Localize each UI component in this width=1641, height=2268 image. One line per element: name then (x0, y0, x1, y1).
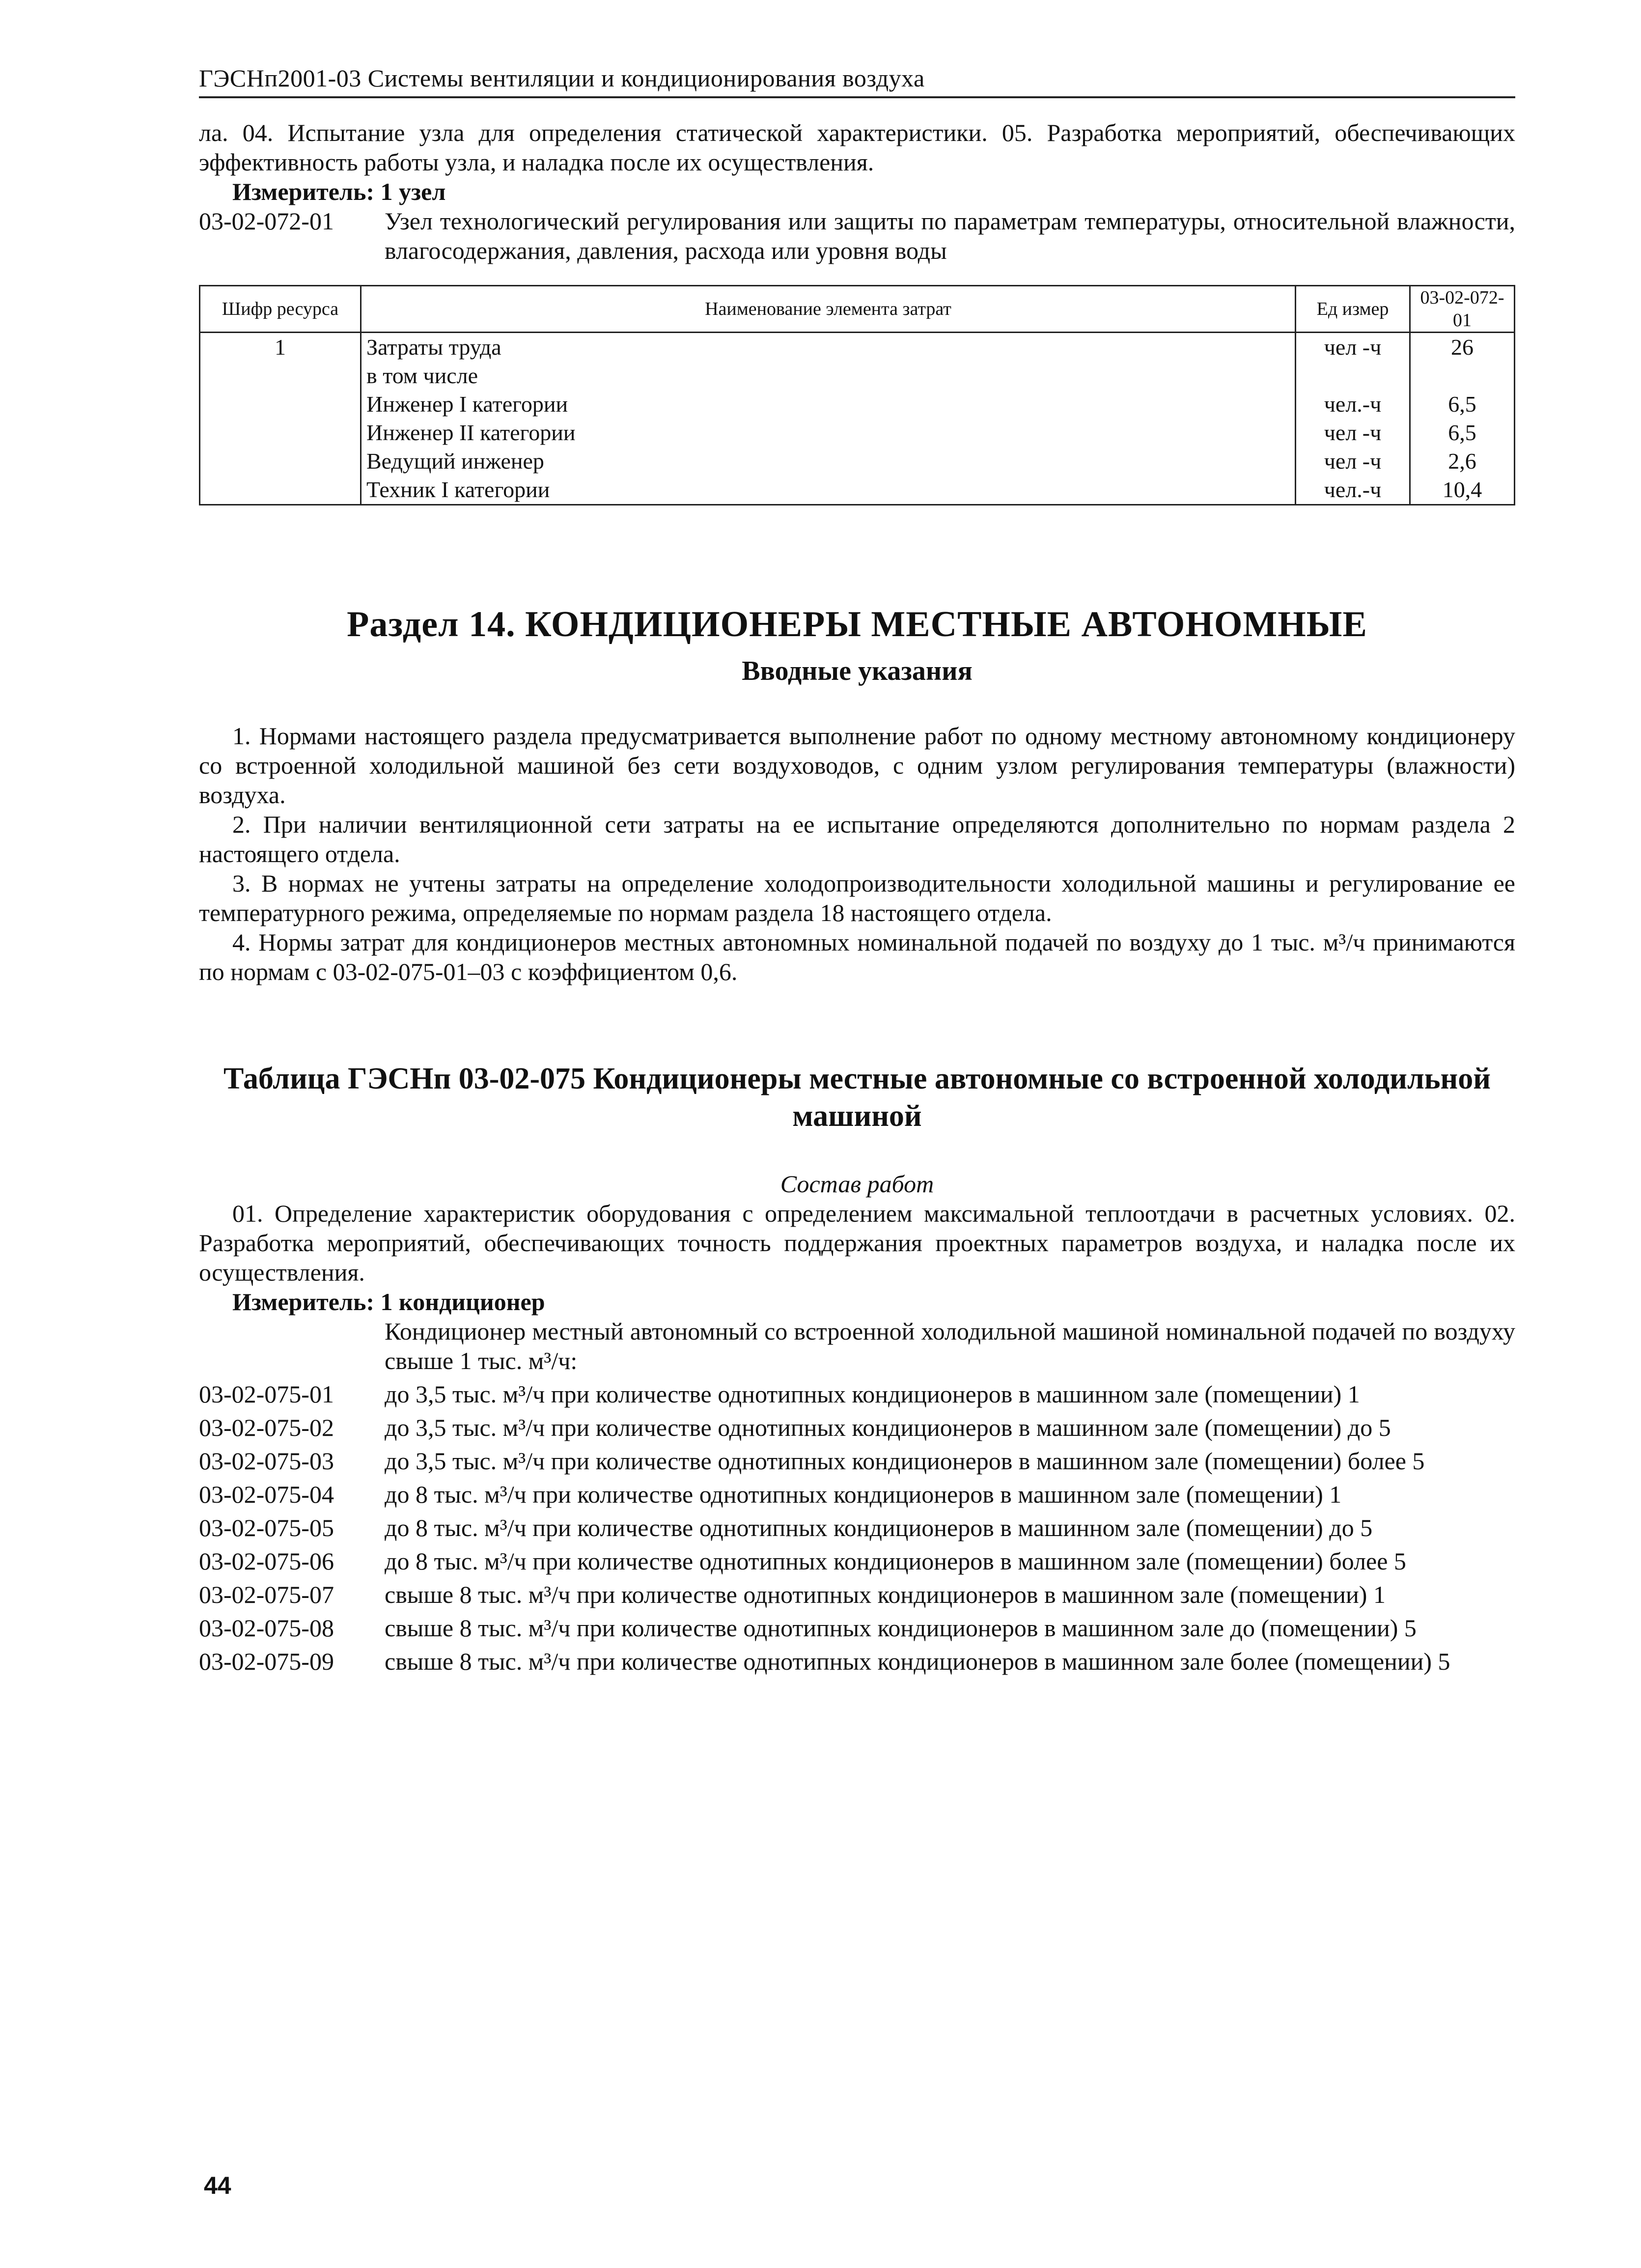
list-item (199, 1613, 1515, 1643)
cell-value: 26 (1410, 333, 1515, 362)
cell-name: Ведущий инженер (361, 447, 1296, 476)
measurer-2-label: Измеритель: (232, 1288, 375, 1316)
cell-code (200, 419, 361, 447)
resource-table (199, 285, 1515, 505)
measurer-1-value: 1 узел (380, 178, 446, 205)
list-item (199, 1513, 1515, 1542)
item-code: 03-02-072-01 (199, 207, 334, 235)
cell-unit: чел -ч (1296, 447, 1410, 476)
item-desc: Узел технологический регулирования или защиты по параметрам температуры, относительной влажности, влагосодержания, давления, расхода или уровня воды (385, 207, 1515, 264)
item-code: 03-02-075-01 (199, 1380, 334, 1408)
measurer-1-label: Измеритель: (232, 178, 375, 205)
cell-value: 6,5 (1410, 419, 1515, 447)
cell-unit: чел.-ч (1296, 476, 1410, 505)
list-item (199, 1546, 1515, 1576)
item-desc: до 3,5 тыс. м³/ч при количестве однотипных кондиционеров в машинном зале (помещении) до 5 (385, 1414, 1391, 1441)
cell-code: 1 (200, 333, 361, 362)
cell-name: Техник I категории (361, 476, 1296, 505)
table-row (200, 333, 1515, 362)
table-row (200, 390, 1515, 419)
cell-value: 2,6 (1410, 447, 1515, 476)
item-072 (199, 206, 1515, 265)
item-code: 03-02-075-02 (199, 1414, 334, 1441)
cell-code (200, 447, 361, 476)
item-code: 03-02-075-03 (199, 1447, 334, 1475)
item-code: 03-02-075-07 (199, 1581, 334, 1608)
document-page (199, 64, 1515, 1680)
list-item (199, 1647, 1515, 1676)
cell-name: Затраты труда (361, 333, 1296, 362)
cell-unit (1296, 362, 1410, 390)
item-desc: до 3,5 тыс. м³/ч при количестве однотипных кондиционеров в машинном зале (помещении) 1 (385, 1380, 1360, 1408)
intro-paragraph: 4. Нормы затрат для кондиционеров местных автономных номинальной подачей по воздуху до 1 тыс. м³/ч принимаются по нормам с 03-02-075-01–03 с коэффициентом 0,6. (199, 928, 1515, 985)
table-row (200, 362, 1515, 390)
table-row (200, 419, 1515, 447)
list-item (199, 1480, 1515, 1509)
page-number: 44 (204, 2172, 231, 2199)
cell-unit: чел -ч (1296, 333, 1410, 362)
item-desc: до 3,5 тыс. м³/ч при количестве однотипных кондиционеров в машинном зале (помещении) более 5 (385, 1447, 1425, 1475)
list-item (199, 1379, 1515, 1409)
group-desc: Кондиционер местный автономный со встроенной холодильной машиной номинальной подачей по воздуху свыше 1 тыс. м³/ч: (385, 1317, 1515, 1374)
item-code: 03-02-075-08 (199, 1614, 334, 1642)
cell-code (200, 390, 361, 419)
item-desc: до 8 тыс. м³/ч при количестве однотипных кондиционеров в машинном зале (помещении) до 5 (385, 1514, 1373, 1541)
header-unit: Ед измер (1296, 286, 1410, 333)
cell-name: Инженер I категории (361, 390, 1296, 419)
intro-paragraph: 1. Нормами настоящего раздела предусматривается выполнение работ по одному местному автономному кондиционеру со встроенной холодильной машиной без сети воздуховодов, с одним узлом регулирования температуры (влажности) воздуха. (199, 722, 1515, 809)
cell-code (200, 362, 361, 390)
intro-paragraph: 3. В нормах не учтены затраты на определение холодопроизводительности холодильной машины и регулирование ее температурного режима, определяемые по нормам раздела 18 настоящего отдела. (199, 869, 1515, 926)
header-code: Шифр ресурса (200, 286, 361, 333)
work-title: Состав работ (780, 1170, 934, 1198)
item-code: 03-02-075-05 (199, 1514, 334, 1541)
header-name: Наименование элемента затрат (361, 286, 1296, 333)
table-header-row (200, 286, 1515, 333)
item-desc: до 8 тыс. м³/ч при количестве однотипных кондиционеров в машинном зале (помещении) более 5 (385, 1547, 1406, 1575)
cell-value: 6,5 (1410, 390, 1515, 419)
work-text: 01. Определение характеристик оборудования с определением максимальной теплоотдачи в расчетных условиях. 02. Разработка мероприятий, обеспечивающих точность поддержания проектных параметров воздуха, и наладка после их осуществления. (199, 1200, 1515, 1286)
cell-name: Инженер II категории (361, 419, 1296, 447)
table-title: Таблица ГЭСНп 03-02-075 Кондиционеры местные автономные со встроенной холодильной машиной (223, 1062, 1491, 1133)
cell-value (1410, 362, 1515, 390)
cell-unit: чел.-ч (1296, 390, 1410, 419)
cell-code (200, 476, 361, 505)
top-paragraph: ла. 04. Испытание узла для определения статической характеристики. 05. Разработка мероприятий, обеспечивающих эффективность работы узла, и наладка после их осуществления. (199, 119, 1515, 176)
measurer-2-value: 1 кондиционер (380, 1288, 545, 1316)
item-code: 03-02-075-04 (199, 1481, 334, 1508)
measurer-2 (199, 1287, 1515, 1316)
list-item (199, 1413, 1515, 1442)
cell-value: 10,4 (1410, 476, 1515, 505)
item-code: 03-02-075-09 (199, 1648, 334, 1675)
header-col: 03-02-072-01 (1410, 286, 1515, 333)
section-title: Раздел 14. КОНДИЦИОНЕРЫ МЕСТНЫЕ АВТОНОМНЫЕ (347, 604, 1367, 644)
list-item (199, 1580, 1515, 1609)
item-desc: до 8 тыс. м³/ч при количестве однотипных кондиционеров в машинном зале (помещении) 1 (385, 1481, 1342, 1508)
running-header: ГЭСНп2001-03 Системы вентиляции и кондиционирования воздуха (199, 64, 1515, 98)
item-desc: свыше 8 тыс. м³/ч при количестве однотипных кондиционеров в машинном зале до (помещении) 5 (385, 1614, 1417, 1642)
intro-title: Вводные указания (742, 656, 973, 686)
measurer-1 (199, 177, 1515, 206)
group-desc-row (199, 1316, 1515, 1375)
item-desc: свыше 8 тыс. м³/ч при количестве однотипных кондиционеров в машинном зале (помещении) 1 (385, 1581, 1386, 1608)
item-desc: свыше 8 тыс. м³/ч при количестве однотипных кондиционеров в машинном зале более (помещении) 5 (385, 1648, 1450, 1675)
cell-unit: чел -ч (1296, 419, 1410, 447)
table-row (200, 447, 1515, 476)
cell-name: в том числе (361, 362, 1296, 390)
intro-paragraph: 2. При наличии вентиляционной сети затраты на ее испытание определяются дополнительно по нормам раздела 2 настоящего отдела. (199, 811, 1515, 868)
item-code: 03-02-075-06 (199, 1547, 334, 1575)
table-row (200, 476, 1515, 505)
list-item (199, 1446, 1515, 1476)
